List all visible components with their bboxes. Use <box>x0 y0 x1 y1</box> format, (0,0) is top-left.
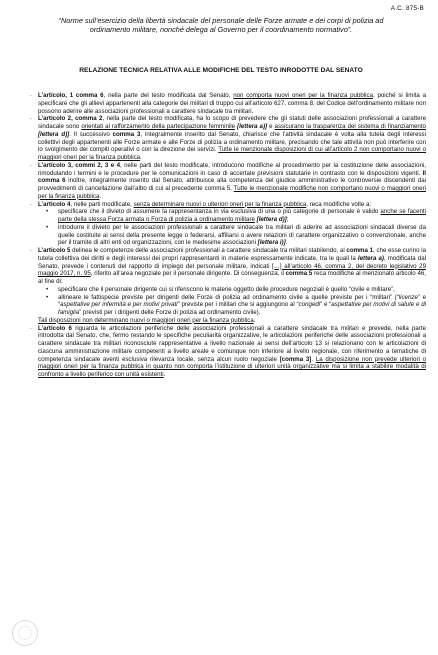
bullet-item: • specificare che il personale dirigente cui si riferiscono le materie oggetto delle procedure negoziali è quello “civile e militare”, <box>46 285 395 293</box>
law-title: “Norme sull’esercizio della libertà sindacale del personale delle Forze armate e dei corpi di polizia ad ordinamento militare, nonché delega al Governo per il coordinamento normativo”. <box>58 16 384 35</box>
document-reference: A.C. 875-B <box>390 5 424 12</box>
stamp-seal-icon <box>12 620 38 646</box>
paragraph-article-5: - L’articolo 5 delinea le competenze delle associazioni professionali a carattere sindacale tra militari stabilendo, al comma 1, che esse curino la tutela collettiva dei diritti e degli interessi dei propri rappresentanti in materie espressamente indicate, tra le quali la lettera a), modificata dal Senato, prevede i contenuti del rapporto di impiego del personale militare, indicati […] all’articolo 46, comma 2, del decreto legislativo 29 maggio 2017, n. 95, riferito all’area negoziale per il personale dirigente. Di conseguenza, il comma 5 reca modifiche al menzionato articolo 46, al fine di: <box>30 247 427 285</box>
bullet-marker: • <box>46 293 49 301</box>
bullet-marker: • <box>46 285 49 293</box>
dash-marker: - <box>30 324 33 332</box>
bullet-item: • specificare che il divieto di assumere la rappresentanza in via esclusiva di una o più categorie di personale è valido anche se facenti parte della stessa Forza armata o Forza di polizia a ordinamento militare [lettera d)]; <box>46 208 426 223</box>
paragraph-article-4: - L’articolo 4, nelle parti modificate, senza determinare nuovi o ulteriori oneri per la finanza pubblica, reca modifiche volte a: <box>30 200 372 208</box>
bullet-item: • allineare le fattispecie previste per dirigenti delle Forze di polizia ad ordinamento civile a quelle previste per i “militari” (“licenze” e “aspettative per infermità e per motivi privati” previste per i militari che si aggiungono al “congedi” e “aspettative per motivi di salute e di famiglia” previsti per i dirigenti delle Forze di polizia ad ordinamento civile). <box>46 293 427 316</box>
paragraph-article-1: - L’articolo, 1 comma 6, nella parte del testo modificata dal Senato, non comporta nuovi oneri per la finanza pubblica, poiché si limita a specificare che gli allievi appartenenti alla categorie dei militari di truppo cui all’articolo 627, comma 8, del Codice dell’ordinamento militare non possono aderire alle associazioni professionali a carattere sindacale tra militari. <box>30 92 427 115</box>
report-body <box>30 92 427 379</box>
paragraph-article-3: - L’articolo 3, commi 2, 3 e 4, nelle parti del testo modificate, introducono modifiche al procedimento per la costituzione delle associazioni, rimodulando i termini e le procedure per le comunicazioni in caso di accertate previsioni statutarie in contrasto con le disposizioni vigenti. Il comma 6 inoltre, integralmente inserito dal Senato, attribuisce alla competenza del giudice amministrativo le controversie discendenti dai provvedimenti di cancellazione dall’albo di cui al precedente comma 5. Tutte le menzionate modifiche non comportano nuovi o maggiori oneri per la finanza pubblica. <box>30 161 426 200</box>
bullet-item: • introdurre il divieto per le associazioni professionali a carattere sindacale tra militari di aderire ad associazioni sindacali diverse da quelle costituite ai sensi della presente legge o federarsi, affiliarsi o avere relazioni di carattere organizzativo o convenzionale, anche per il tramite di altri enti od organizzazioni, con le medesime associazioni [lettera i)]. <box>46 223 426 247</box>
dash-marker: - <box>30 200 33 208</box>
dash-marker: - <box>30 161 33 169</box>
bullet-marker: • <box>46 208 49 216</box>
paragraph-article-2: - L’articolo 2, comma 2, nella parte del testo modificata, ha lo scopo di prevedere che gli statuti delle associazioni professionali a carattere sindacale sono orientati al rafforzamento della partecipazione femminile [lettera a)] e assicurano la trasparenza del sistema di finanziamento [lettera d)]. Il successivo comma 3, integralmente inserito dal Senato, chiarisce che l’attività sindacale è volta alla tutela degli interessi collettivi degli appartenenti alle Forze armate e alle Forze di polizia a ordinamento militare, precisando che tale attività non può interferire con lo svolgimento dei compiti operativi o con la direzione dei servizi. Tutte le menzionate disposizioni di cui all’articolo 2 non comportano nuovi o maggiori oneri per la finanza pubblica. <box>30 115 427 161</box>
dash-marker: - <box>30 247 33 254</box>
dash-marker: - <box>30 92 33 99</box>
bullet-marker: • <box>46 223 49 231</box>
paragraph-article-6: - L’articolo 6 riguarda le articolazioni periferiche delle associazioni professionali a carattere sindacale tra militari e prevede, nella parte introdotta dal Senato, che, fermo restando le specifiche peculiarità organizzative, le articolazioni periferiche delle associazioni professionali a carattere sindacale tra militari riconosciute rappresentative a livello nazionale ai sensi dell’articolo 13 si relazionano con le articolazioni di ciascuna amministrazione militare competenti a livello areale e comunque non inferiore al livello regionale, con riferimento a tematiche di competenza sindacale aventi esclusiva rilevanza locale, senza alcun ruolo negoziale [comma 3]. La disposizione non prevede ulteriori o maggiori oneri per la finanza pubblica in quanto non comporta l’istituzione di ulteriori unità organizzative ma si limita a stabilire modalità di confronto a livello periferico con unità esistenti. <box>30 324 427 378</box>
dash-marker: - <box>30 115 33 123</box>
paragraph-conclusion-5: Tali disposizioni non determinano nuovi o maggiori oneri per la finanza pubblica. <box>38 316 256 324</box>
report-heading: RELAZIONE TECNICA RELATIVA ALLE MODIFICHE DEL TESTO INRODOTTE DAL SENATO <box>79 67 363 74</box>
